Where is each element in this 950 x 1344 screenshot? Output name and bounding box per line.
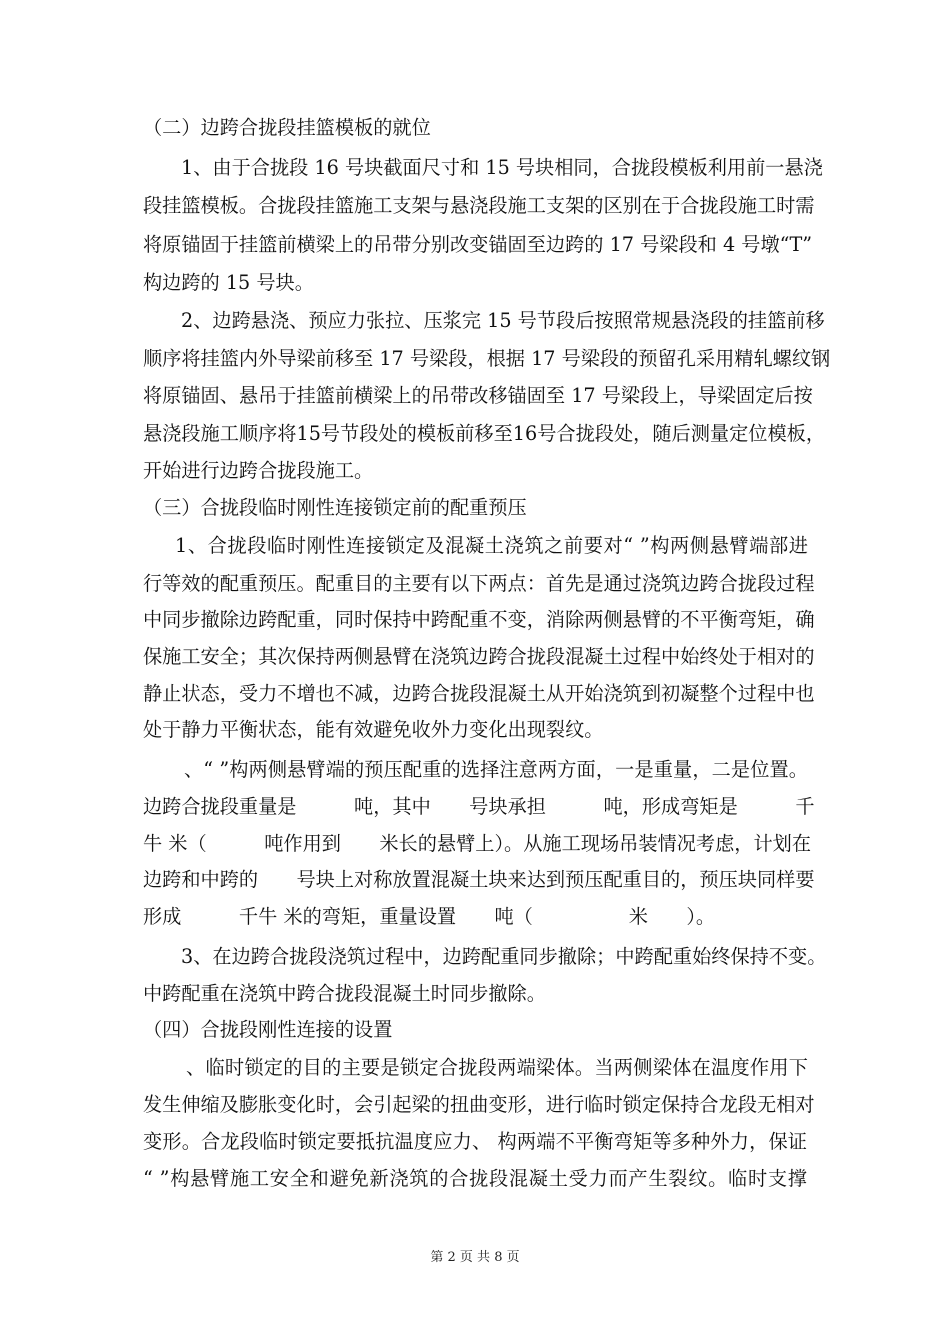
heading-section-4: （四）合拢段刚性连接的设置: [143, 1018, 393, 1041]
paragraph-line: 1、由于合拢段 16 号块截面尺寸和 15 号块相同，合拢段模板利用前一悬浇: [181, 156, 823, 179]
paragraph-line: 边跨合拢段重量是 吨，其中 号块承担 吨，形成弯矩是 千: [143, 795, 815, 818]
paragraph-line: 发生伸缩及膨胀变化时，会引起梁的扭曲变形，进行临时锁定保持合龙段无相对: [143, 1093, 815, 1116]
paragraph-line: 悬浇段施工顺序将15号节段处的模板前移至16号合拢段处，随后测量定位模板，: [143, 422, 826, 445]
paragraph-line: 边跨和中跨的 号块上对称放置混凝土块来达到预压配重目的，预压块同样要: [143, 868, 815, 891]
paragraph-line: 将原锚固于挂篮前横梁上的吊带分别改变锚固至边跨的 17 号梁段和 4 号墩“T”: [143, 233, 813, 256]
paragraph-line: 形成 千牛 米的弯矩，重量设置 吨（ 米 ）。: [143, 905, 716, 928]
page-number-footer: 第 2 页 共 8 页: [430, 1250, 520, 1265]
paragraph-line: 中跨配重在浇筑中跨合拢段混凝土时同步撤除。: [143, 982, 546, 1005]
paragraph-line: 顺序将挂篮内外导梁前移至 17 号梁段，根据 17 号梁段的预留孔采用精轧螺纹钢: [143, 347, 831, 370]
paragraph-line: 处于静力平衡状态，能有效避免收外力变化出现裂纹。: [143, 718, 604, 741]
paragraph-line: “ ”构悬臂施工安全和避免新浇筑的合拢段混凝土受力而产生裂纹。临时支撑: [143, 1167, 807, 1190]
paragraph-line: 将原锚固、悬吊于挂篮前横梁上的吊带改移锚固至 17 号梁段上，导梁固定后按: [143, 384, 813, 407]
paragraph-line: 段挂篮模板。合拢段挂篮施工支架与悬浇段施工支架的区别在于合拢段施工时需: [143, 194, 815, 217]
paragraph-line: 、“ ”构两侧悬臂端的预压配重的选择注意两方面，一是重量，二是位置。: [184, 758, 808, 781]
paragraph-line: 牛 米（ 吨作用到 米长的悬臂上）。从施工现场吊装情况考虑，计划在: [143, 832, 812, 855]
paragraph-line: 1、合拢段临时刚性连接锁定及混凝土浇筑之前要对“ ”构两侧悬臂端部进: [175, 534, 808, 557]
paragraph-line: 构边跨的 15 号块。: [143, 271, 314, 294]
paragraph-line: 行等效的配重预压。配重目的主要有以下两点：首先是通过浇筑边跨合拢段过程: [143, 572, 815, 595]
paragraph-line: 2、边跨悬浇、预应力张拉、压浆完 15 号节段后按照常规悬浇段的挂篮前移: [181, 309, 825, 332]
paragraph-line: 开始进行边跨合拢段施工。: [143, 459, 374, 482]
paragraph-line: 保施工安全；其次保持两侧悬臂在浇筑边跨合拢段混凝土过程中始终处于相对的: [143, 645, 815, 668]
heading-section-3: （三）合拢段临时刚性连接锁定前的配重预压: [143, 496, 527, 519]
paragraph-line: 、临时锁定的目的主要是锁定合拢段两端梁体。当两侧梁体在温度作用下: [186, 1056, 808, 1079]
heading-section-2: （二）边跨合拢段挂篮模板的就位: [143, 116, 431, 139]
paragraph-line: 变形。合龙段临时锁定要抵抗温度应力、 构两端不平衡弯矩等多种外力，保证: [143, 1130, 807, 1153]
paragraph-line: 3、在边跨合拢段浇筑过程中，边跨配重同步撤除；中跨配重始终保持不变。: [181, 945, 827, 968]
paragraph-line: 中同步撤除边跨配重，同时保持中跨配重不变，消除两侧悬臂的不平衡弯矩，确: [143, 608, 815, 631]
paragraph-line: 静止状态，受力不增也不减，边跨合拢段混凝土从开始浇筑到初凝整个过程中也: [143, 682, 815, 705]
